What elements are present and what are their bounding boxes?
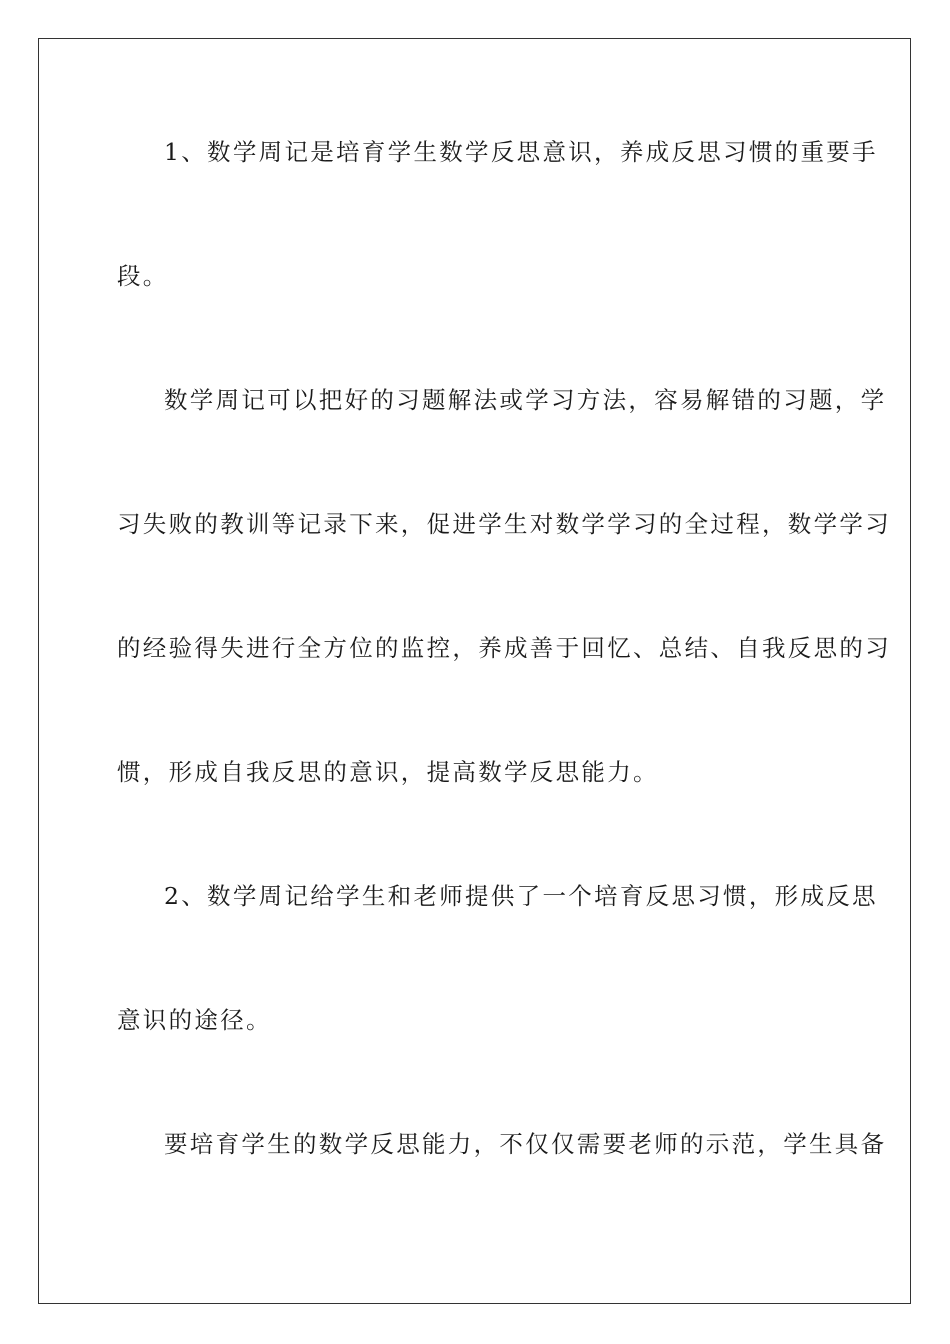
paragraph-4-line-1: 要培育学生的数学反思能力，不仅仅需要老师的示范，学生具备 [164,1130,887,1158]
paragraph-2-line-4: 惯，形成自我反思的意识，提高数学反思能力。 [117,758,659,786]
paragraph-3-line-1: 2、数学周记给学生和老师提供了一个培育反思习惯，形成反思 [164,882,878,910]
paragraph-1-line-2: 段。 [117,262,169,290]
paragraph-2-line-1: 数学周记可以把好的习题解法或学习方法，容易解错的习题，学 [164,386,887,414]
paragraph-1-line-1: 1、数学周记是培育学生数学反思意识，养成反思习惯的重要手 [164,138,878,166]
paragraph-2-line-3: 的经验得失进行全方位的监控，养成善于回忆、总结、自我反思的习 [117,634,891,662]
paragraph-2-line-2: 习失败的教训等记录下来，促进学生对数学学习的全过程，数学学习 [117,510,891,538]
paragraph-3-line-2: 意识的途径。 [117,1006,272,1034]
page-border [38,38,911,1304]
